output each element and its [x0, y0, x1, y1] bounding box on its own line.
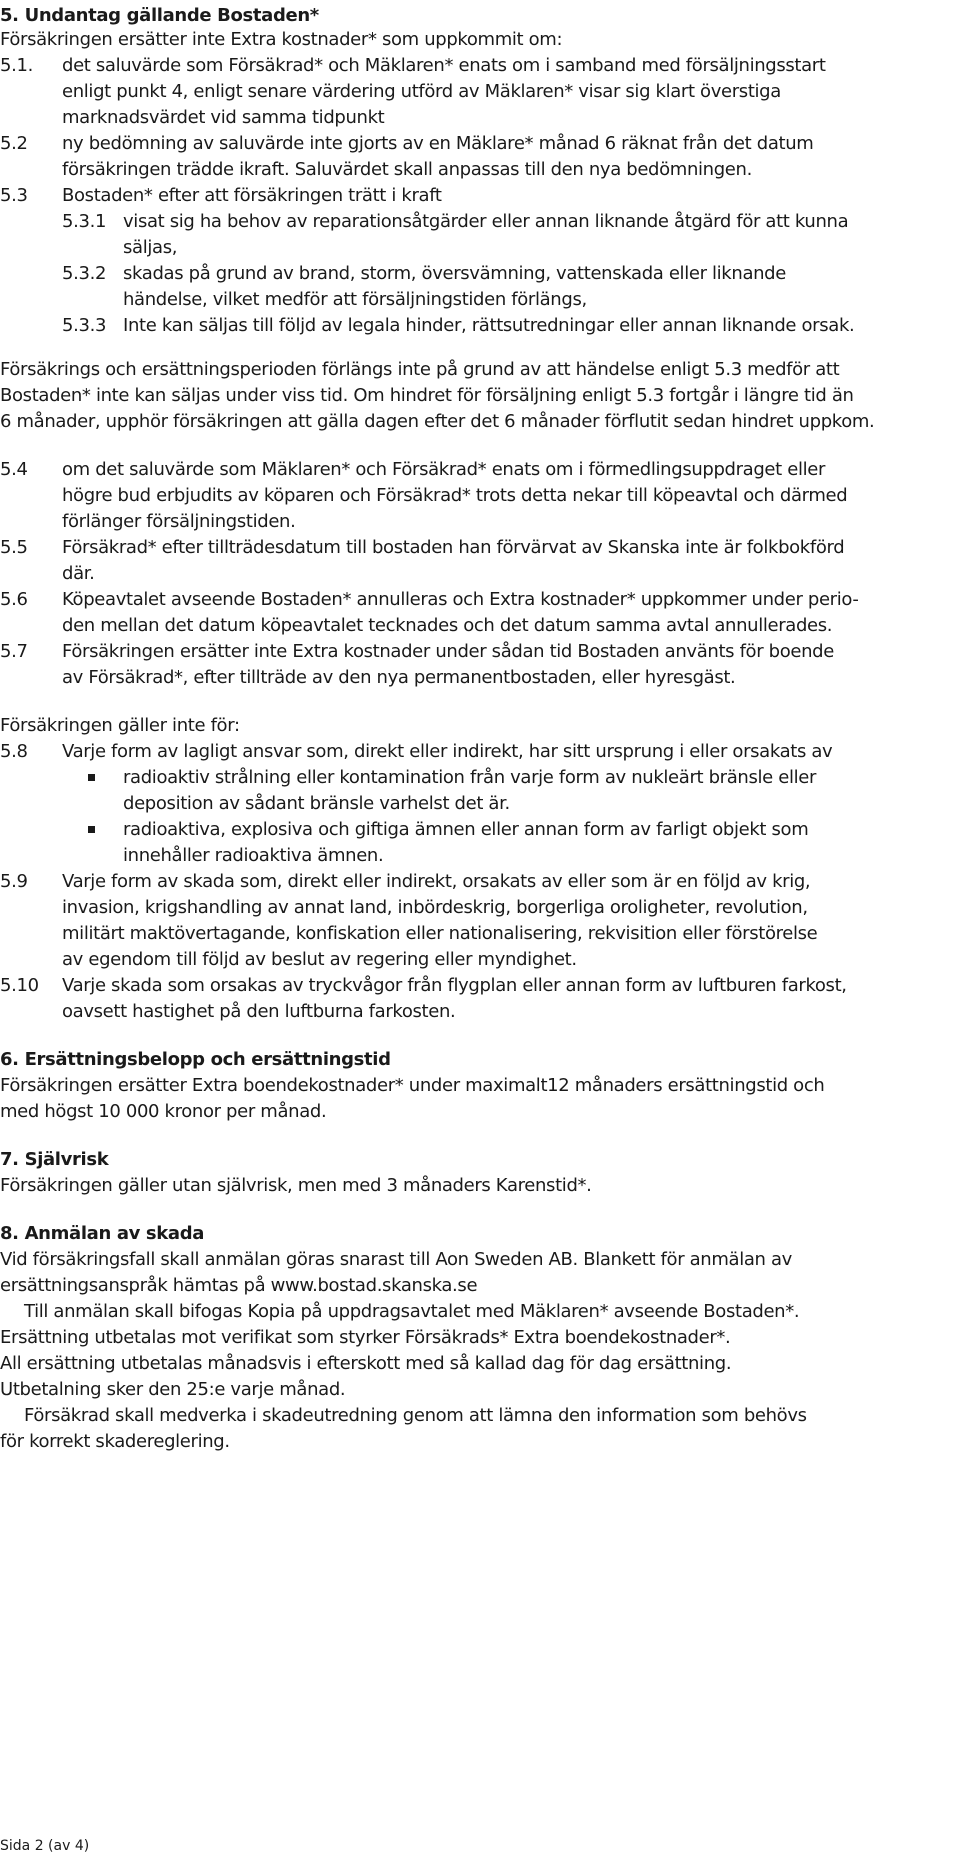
clause-text: militärt maktövertagande, konfiskation eller nationalisering, rekvisition eller förstörelse	[62, 923, 818, 944]
page-footer: Sida 2 (av 4)	[0, 1838, 90, 1854]
clause-number: 5.1.	[0, 55, 33, 76]
clause-text: om det saluvärde som Mäklaren* och Försäkrad* enats om i förmedlingsuppdraget eller	[62, 459, 826, 480]
bullet-icon	[88, 826, 95, 833]
clause-text: Varje skada som orsakas av tryckvågor från flygplan eller annan form av luftburen farkost,	[62, 975, 847, 996]
bullet-icon	[88, 774, 95, 781]
clause-text: Försäkrad* efter tillträdesdatum till bostaden han förvärvat av Skanska inte är folkbokförd	[62, 537, 845, 558]
clause-text: enligt punkt 4, enligt senare värdering utförd av Mäklaren* visar sig klart överstiga	[62, 81, 781, 102]
section-8-text: Till anmälan skall bifogas Kopia på uppdragsavtalet med Mäklaren* avseende Bostaden*.	[24, 1301, 800, 1322]
clause-text: den mellan det datum köpeavtalet tecknades och det datum samma avtal annullerades.	[62, 615, 833, 636]
clause-text: oavsett hastighet på den luftburna farkosten.	[62, 1001, 456, 1022]
clause-number: 5.6	[0, 589, 28, 610]
section-5-heading: 5. Undantag gällande Bostaden*	[0, 5, 319, 26]
clause-number: 5.3	[0, 185, 28, 206]
bullet-text: radioaktiv strålning eller kontamination från varje form av nukleärt bränsle eller	[123, 767, 817, 788]
section-8-text: Utbetalning sker den 25:e varje månad.	[0, 1379, 346, 1400]
section-8-text: för korrekt skadereglering.	[0, 1431, 230, 1452]
exclusions-intro: Försäkringen gäller inte för:	[0, 715, 240, 736]
section-7-heading: 7. Självrisk	[0, 1149, 109, 1170]
clause-text: visat sig ha behov av reparationsåtgärder eller annan liknande åtgärd för att kunna	[123, 211, 849, 232]
clause-text: ny bedömning av saluvärde inte gjorts av en Mäklare* månad 6 räknat från det datum	[62, 133, 814, 154]
clause-text: marknadsvärdet vid samma tidpunkt	[62, 107, 385, 128]
clause-number: 5.4	[0, 459, 28, 480]
bullet-text: innehåller radioaktiva ämnen.	[123, 845, 384, 866]
clause-number: 5.3.1	[62, 211, 107, 232]
clause-text: Köpeavtalet avseende Bostaden* annulleras och Extra kostnader* uppkommer under perio-	[62, 589, 859, 610]
clause-text: händelse, vilket medför att försäljningstiden förlängs,	[123, 289, 587, 310]
clause-number: 5.2	[0, 133, 28, 154]
bullet-text: deposition av sådant bränsle varhelst det är.	[123, 793, 510, 814]
section-5-intro: Försäkringen ersätter inte Extra kostnader* som uppkommit om:	[0, 29, 563, 50]
bullet-text: radioaktiva, explosiva och giftiga ämnen eller annan form av farligt objekt som	[123, 819, 809, 840]
clause-text: där.	[62, 563, 95, 584]
section-7-text: Försäkringen gäller utan självrisk, men med 3 månaders Karenstid*.	[0, 1175, 592, 1196]
section-6-heading: 6. Ersättningsbelopp och ersättningstid	[0, 1049, 391, 1070]
section-6-text: Försäkringen ersätter Extra boendekostnader* under maximalt12 månaders ersättningstid och	[0, 1075, 825, 1096]
clause-text: Varje form av skada som, direkt eller indirekt, orsakats av eller som är en följd av krig,	[62, 871, 811, 892]
clause-text: förlänger försäljningstiden.	[62, 511, 296, 532]
clause-text: skadas på grund av brand, storm, översvämning, vattenskada eller liknande	[123, 263, 786, 284]
clause-text: det saluvärde som Försäkrad* och Mäklaren* enats om i samband med försäljningsstart	[62, 55, 826, 76]
clause-text: av egendom till följd av beslut av regering eller myndighet.	[62, 949, 577, 970]
clause-text: av Försäkrad*, efter tillträde av den nya permanentbostaden, eller hyresgäst.	[62, 667, 736, 688]
clause-text: högre bud erbjudits av köparen och Försäkrad* trots detta nekar till köpeavtal och därmed	[62, 485, 848, 506]
section-8-heading: 8. Anmälan av skada	[0, 1223, 205, 1244]
paragraph-line: Bostaden* inte kan säljas under viss tid. Om hindret för försäljning enligt 5.3 fortgår i längre tid än	[0, 385, 854, 406]
clause-text: säljas,	[123, 237, 178, 258]
clause-number: 5.3.3	[62, 315, 107, 336]
clause-text: Försäkringen ersätter inte Extra kostnader under sådan tid Bostaden använts för boende	[62, 641, 834, 662]
clause-text: försäkringen trädde ikraft. Saluvärdet skall anpassas till den nya bedömningen.	[62, 159, 752, 180]
section-8-text: Vid försäkringsfall skall anmälan göras snarast till Aon Sweden AB. Blankett för anmälan av	[0, 1249, 792, 1270]
paragraph-line: Försäkrings och ersättningsperioden förlängs inte på grund av att händelse enligt 5.3 medför att	[0, 359, 840, 380]
clause-number: 5.8	[0, 741, 28, 762]
clause-text: Inte kan säljas till följd av legala hinder, rättsutredningar eller annan liknande orsak.	[123, 315, 855, 336]
clause-text: invasion, krigshandling av annat land, inbördeskrig, borgerliga oroligheter, revolution,	[62, 897, 808, 918]
section-8-text: ersättningsanspråk hämtas på www.bostad.skanska.se	[0, 1275, 478, 1296]
paragraph-line: 6 månader, upphör försäkringen att gälla dagen efter det 6 månader förflutit sedan hindret uppkom.	[0, 411, 875, 432]
clause-number: 5.10	[0, 975, 39, 996]
clause-text: Varje form av lagligt ansvar som, direkt eller indirekt, har sitt ursprung i eller orsakats av	[62, 741, 833, 762]
clause-number: 5.7	[0, 641, 28, 662]
clause-number: 5.5	[0, 537, 28, 558]
clause-number: 5.9	[0, 871, 28, 892]
section-6-text: med högst 10 000 kronor per månad.	[0, 1101, 327, 1122]
section-8-text: All ersättning utbetalas månadsvis i efterskott med så kallad dag för dag ersättning.	[0, 1353, 732, 1374]
section-8-text: Ersättning utbetalas mot verifikat som styrker Försäkrads* Extra boendekostnader*.	[0, 1327, 731, 1348]
clause-number: 5.3.2	[62, 263, 107, 284]
section-8-text: Försäkrad skall medverka i skadeutredning genom att lämna den information som behövs	[24, 1405, 807, 1426]
clause-text: Bostaden* efter att försäkringen trätt i kraft	[62, 185, 442, 206]
